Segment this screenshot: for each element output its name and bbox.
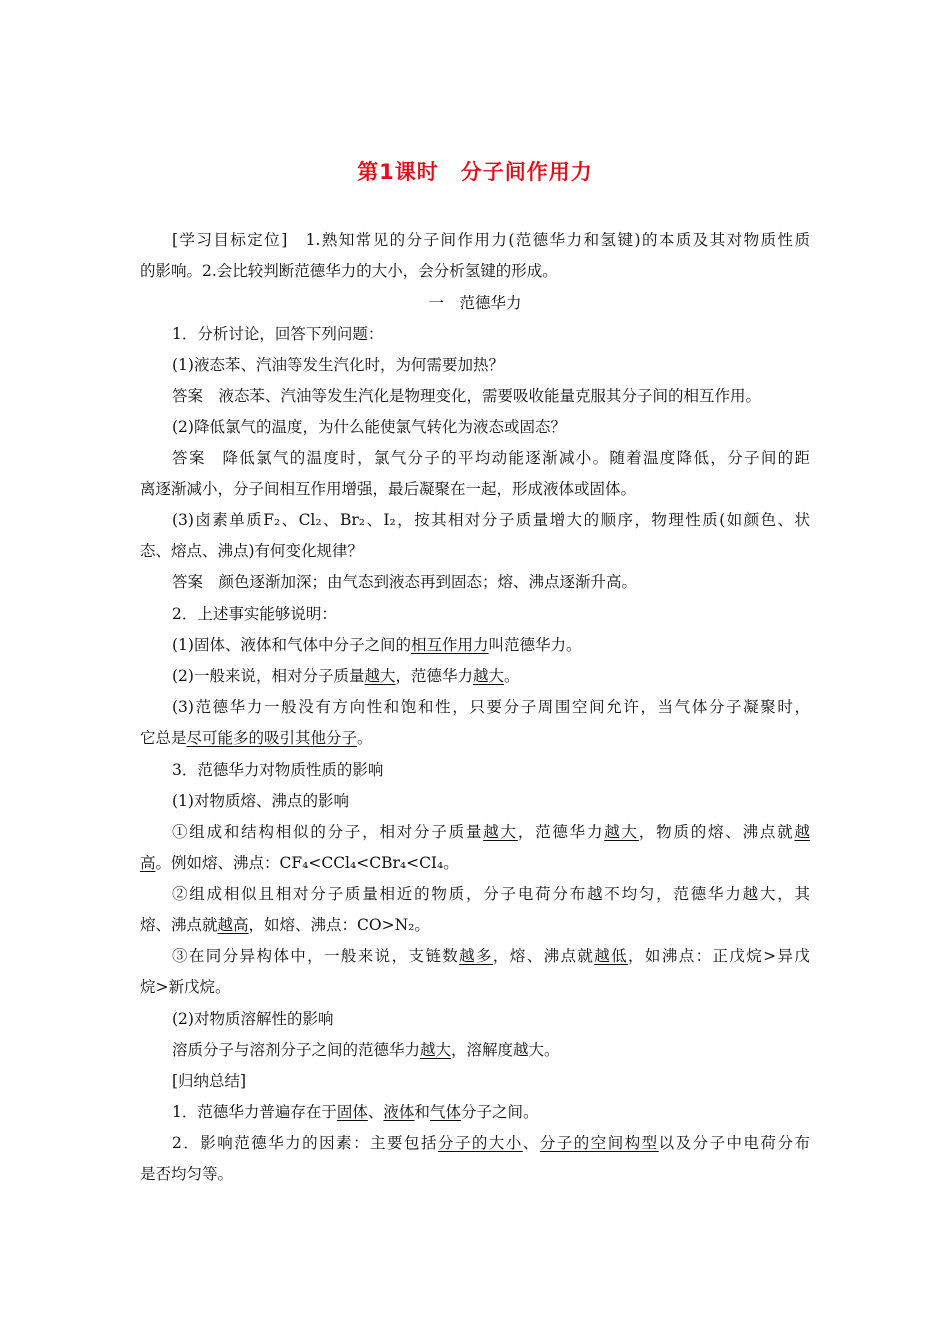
- answer-1-part-2-line-1: 答案 降低氯气的温度时，氯气分子的平均动能逐渐减小。随着温度降低，分子间的距: [172, 449, 810, 467]
- text: 、: [367, 1103, 384, 1121]
- subheading-melting-boiling: (1)对物质熔、沸点的影响: [172, 792, 349, 810]
- underlined-answer: 固体: [336, 1103, 368, 1121]
- summary-point-2-line-1: [172, 1132, 810, 1154]
- underlined-answer: 相互作用力: [410, 636, 489, 654]
- objectives-line-2: 的影响。2.会比较判断范德华力的大小，会分析氢键的形成。: [140, 262, 558, 280]
- rule-3-line-2: 烷>新戊烷。: [140, 978, 231, 996]
- text: 以及分子中电荷分布: [658, 1134, 810, 1152]
- summary-heading: [归纳总结]: [172, 1072, 247, 1090]
- text: 。: [357, 729, 373, 747]
- underlined-answer: 越大: [420, 1041, 452, 1059]
- question-3-intro: 3．范德华力对物质性质的影响: [172, 761, 384, 779]
- underlined-answer: 越大: [364, 667, 396, 685]
- underlined-answer: 液体: [383, 1103, 415, 1121]
- question-2-intro: 2．上述事实能够说明：: [172, 605, 337, 623]
- text: 和: [414, 1103, 430, 1121]
- section-heading: 一 范德华力: [428, 294, 522, 312]
- text: 它总是: [140, 729, 187, 747]
- rule-2-line-2: [140, 914, 810, 936]
- text: 叫范德华力。: [488, 636, 582, 654]
- underlined-answer: 气体: [429, 1103, 461, 1121]
- text: ，物质的熔、沸点就: [638, 823, 795, 841]
- underlined-answer: 越多: [459, 947, 493, 965]
- rule-1-line-1: [172, 821, 810, 843]
- text: 、: [522, 1134, 540, 1152]
- underlined-answer: 分子的大小: [437, 1134, 523, 1152]
- text: 熔、沸点就: [140, 916, 218, 934]
- solubility-rule: [172, 1039, 810, 1061]
- text: ，如沸点：正戊烷>异戊: [628, 947, 810, 965]
- text: 2．影响范德华力的因素：主要包括: [172, 1134, 438, 1152]
- question-1-part-3-line-2: 态、熔点、沸点)有何变化规律？: [140, 542, 364, 560]
- text: ，范德华力: [517, 823, 605, 841]
- rule-2-line-1: ②组成相似且相对分子质量相近的物质，分子电荷分布越不均匀，范德华力越大，其: [172, 885, 810, 903]
- text: ，如熔、沸点：CO>N₂。: [248, 916, 430, 934]
- text: 溶质分子与溶剂分子之间的范德华力: [172, 1041, 421, 1059]
- underlined-answer: 高: [140, 854, 156, 872]
- conclusion-2-1: [172, 634, 810, 656]
- answer-1-part-2-line-2: 离逐渐减小，分子间相互作用增强，最后凝聚在一起，形成液体或固体。: [140, 480, 637, 498]
- text: (1)固体、液体和气体中分子之间的: [172, 636, 411, 654]
- question-1-part-3-line-1: (3)卤素单质F₂、Cl₂、Br₂、I₂，按其相对分子质量增大的顺序，物理性质(如颜色、状: [172, 511, 810, 529]
- summary-point-2-line-2: 是否均匀等。: [140, 1165, 234, 1183]
- answer-1-part-1: 答案 液态苯、汽油等发生汽化是物理变化，需要吸收能量克服其分子间的相互作用。: [172, 387, 762, 405]
- objectives-line-1: [学习目标定位] 1.熟知常见的分子间作用力(范德华力和氢键)的本质及其对物质性质: [172, 231, 810, 249]
- rule-3-line-1: [172, 945, 810, 967]
- text: 1．范德华力普遍存在于: [172, 1103, 337, 1121]
- question-1-part-2: (2)降低氯气的温度，为什么能使氯气转化为液态或固态？: [172, 418, 566, 436]
- subheading-solubility: (2)对物质溶解性的影响: [172, 1010, 334, 1028]
- text: 。例如熔、沸点：CF₄<CCl₄<CBr₄<CI₄。: [155, 854, 459, 872]
- question-1-intro: 1．分析讨论，回答下列问题：: [172, 325, 384, 343]
- summary-point-1: [172, 1101, 810, 1123]
- underlined-answer: 越高: [217, 916, 249, 934]
- conclusion-2-3-line-2: [140, 727, 810, 749]
- underlined-answer: 越低: [594, 947, 629, 965]
- conclusion-2-2: [172, 665, 810, 687]
- underlined-answer: 分子的空间构型: [539, 1134, 659, 1152]
- underlined-answer: 越大: [604, 823, 639, 841]
- question-1-part-1: (1)液态苯、汽油等发生汽化时，为何需要加热？: [172, 356, 504, 374]
- underlined-answer: 越大: [473, 667, 505, 685]
- text: ①组成和结构相似的分子，相对分子质量: [172, 823, 484, 841]
- text: ，范德华力: [395, 667, 473, 685]
- underlined-answer: 越: [794, 823, 810, 841]
- page-title: 第1课时 分子间作用力: [357, 160, 593, 184]
- underlined-answer: 尽可能多的吸引其他分子: [186, 729, 358, 747]
- rule-1-line-2: [140, 852, 810, 874]
- text: ，熔、沸点就: [492, 947, 595, 965]
- text: 。: [504, 667, 520, 685]
- underlined-answer: 越大: [483, 823, 518, 841]
- answer-1-part-3: 答案 颜色逐渐加深；由气态到液态再到固态；熔、沸点逐渐升高。: [172, 573, 638, 591]
- text: ③在同分异构体中，一般来说，支链数: [172, 947, 460, 965]
- text: ，溶解度越大。: [451, 1041, 560, 1059]
- conclusion-2-3-line-1: (3)范德华力一般没有方向性和饱和性，只要分子周围空间允许，当气体分子凝聚时，: [172, 698, 810, 716]
- text: 分子之间。: [460, 1103, 539, 1121]
- text: (2)一般来说，相对分子质量: [172, 667, 365, 685]
